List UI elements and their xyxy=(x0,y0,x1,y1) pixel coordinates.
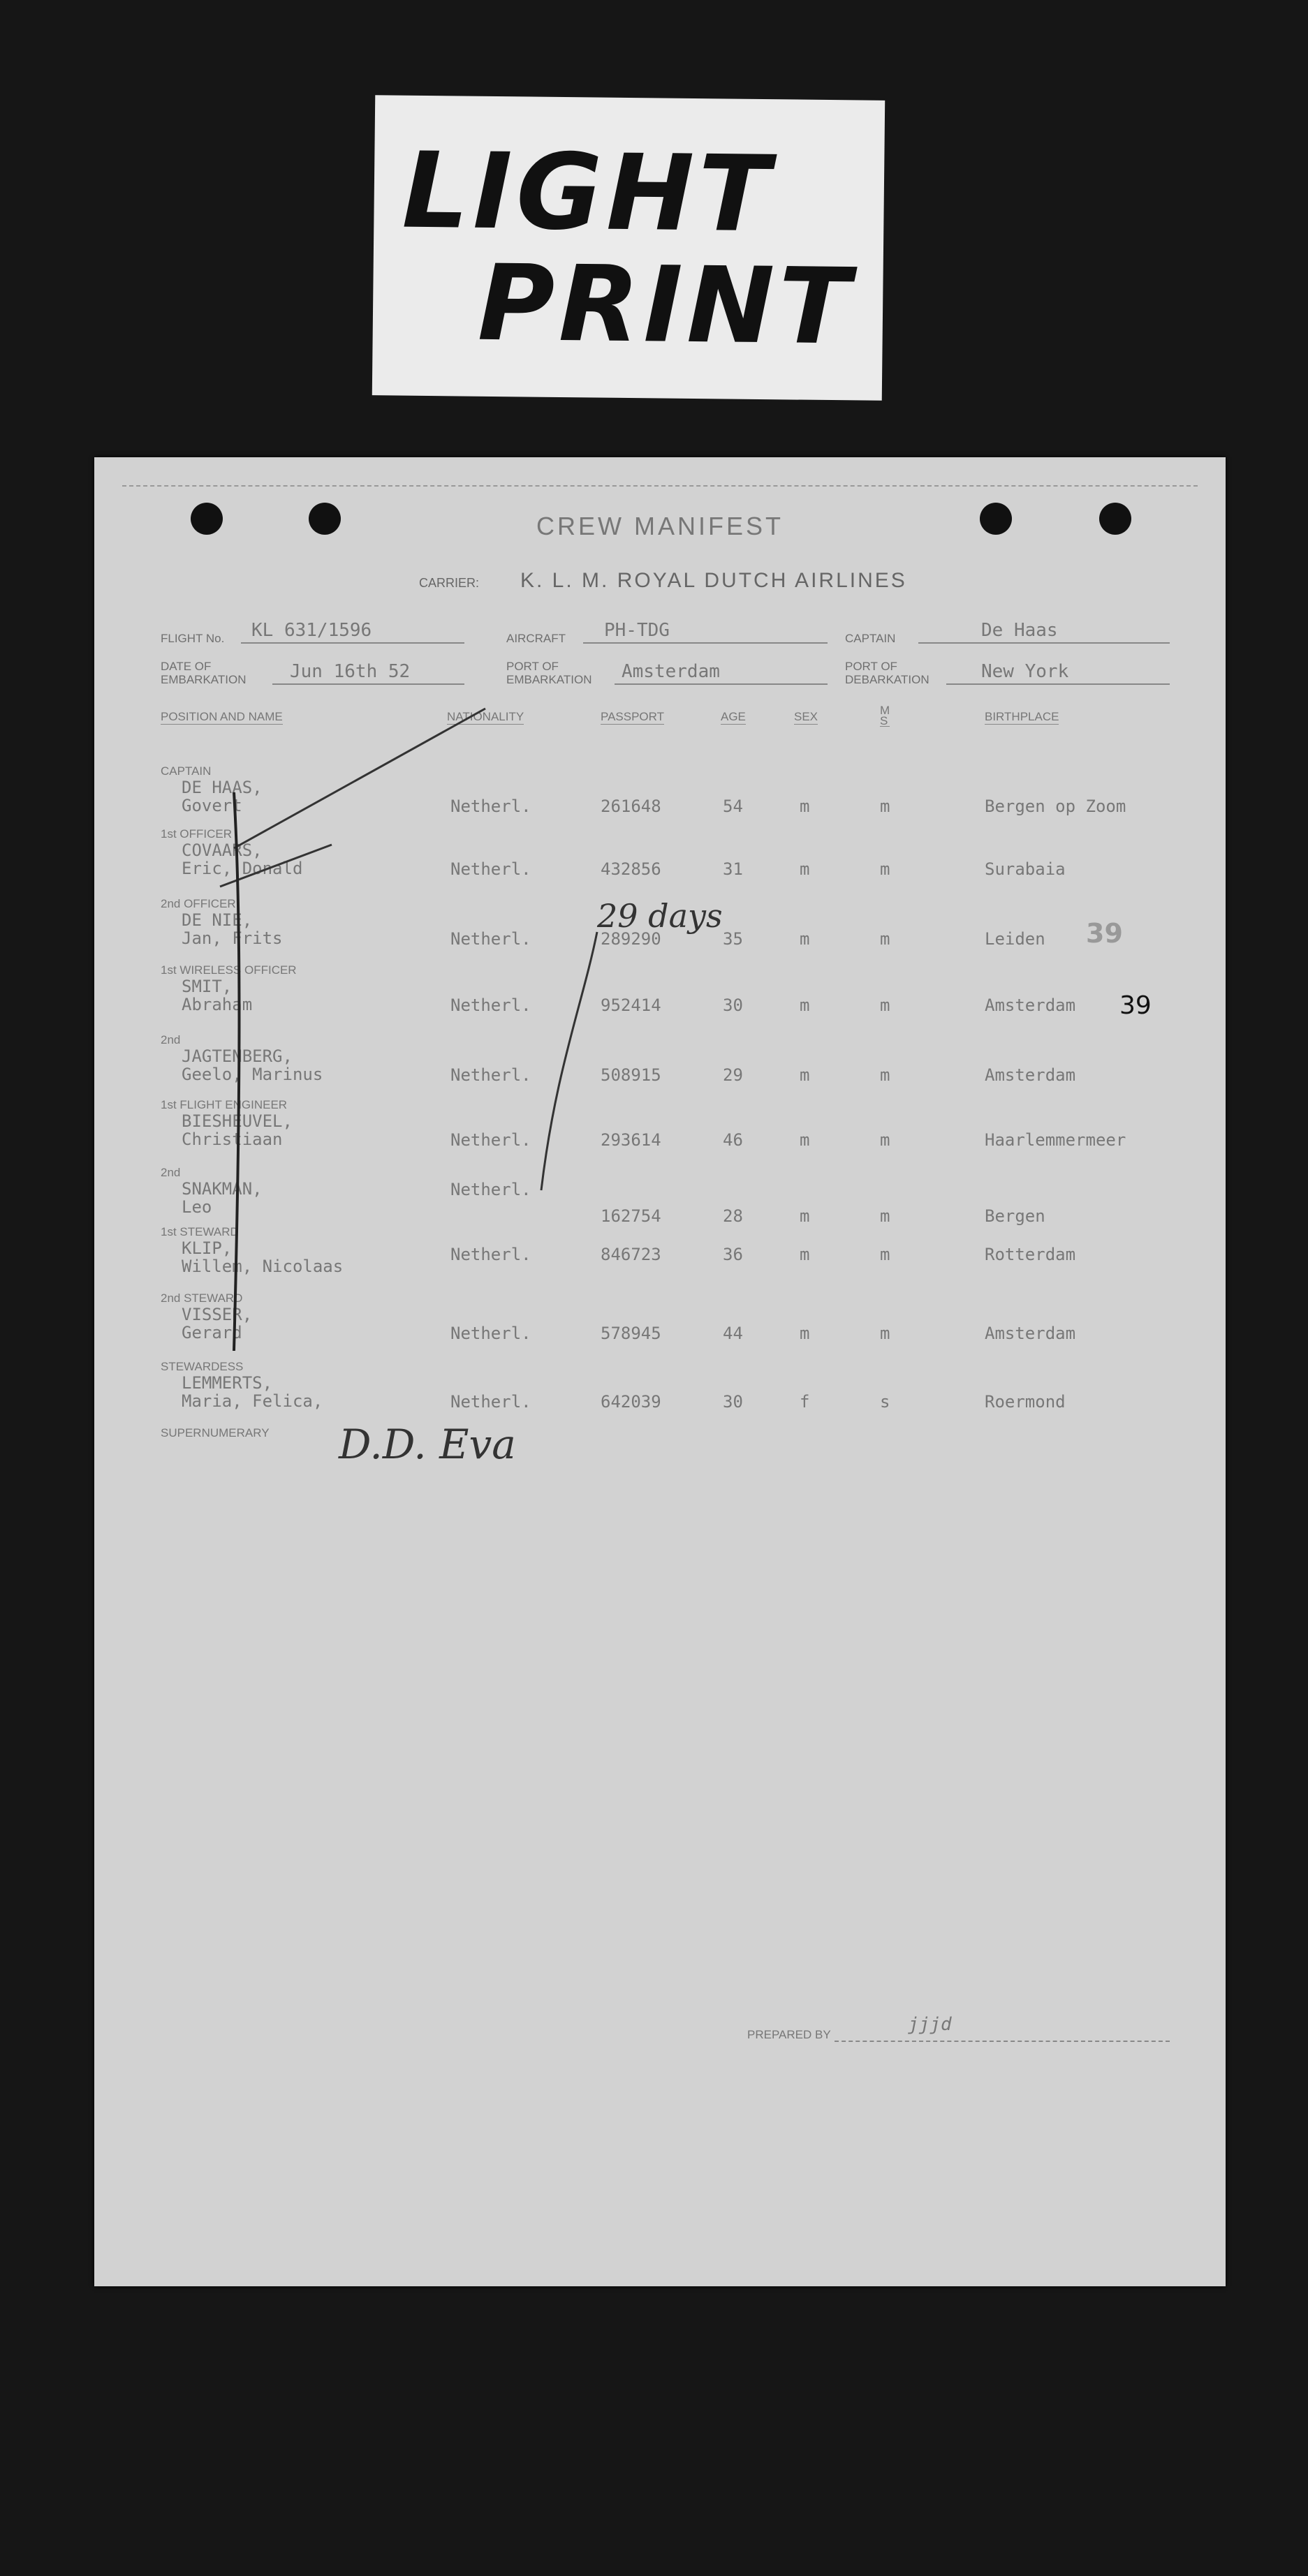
crew-position: 1st FLIGHT ENGINEER xyxy=(161,1098,288,1111)
crew-position: 2nd STEWARD xyxy=(161,1291,243,1305)
flight-value: KL 631/1596 xyxy=(251,620,372,641)
crew-age: 44 xyxy=(723,1324,743,1343)
document-title: CREW MANIFEST xyxy=(536,512,784,540)
crew-birthplace: Leiden xyxy=(985,929,1045,949)
crew-passport: 642039 xyxy=(601,1392,661,1412)
crew-nationality: Netherl. xyxy=(450,859,531,879)
crew-sex: m xyxy=(800,995,810,1015)
crew-name: DE NIE, Jan, Frits xyxy=(182,910,283,948)
crew-marital-status: m xyxy=(880,995,890,1015)
crew-birthplace: Rotterdam xyxy=(985,1245,1076,1264)
crew-position: 1st STEWARD xyxy=(161,1225,239,1238)
crew-position: 2nd xyxy=(161,1033,181,1046)
prepared-by-label: PREPARED BY xyxy=(747,2028,831,2041)
crew-marital-status: m xyxy=(880,1324,890,1343)
crew-marital-status: m xyxy=(880,1245,890,1264)
captain-value: De Haas xyxy=(981,620,1058,641)
signature: D.D. Eva xyxy=(339,1421,516,1468)
crew-name: LEMMERTS, Maria, Felica, xyxy=(182,1373,323,1411)
crew-name: KLIP, Willem, Nicolaas xyxy=(182,1238,344,1276)
crew-marital-status: m xyxy=(880,929,890,949)
port-deb-label: PORT OF DEBARKATION xyxy=(845,660,929,686)
captain-label: CAPTAIN xyxy=(845,632,896,645)
col-sex: SEX xyxy=(794,710,818,723)
crew-age: 28 xyxy=(723,1206,743,1226)
crew-age: 29 xyxy=(723,1065,743,1085)
crew-passport: 508915 xyxy=(601,1065,661,1085)
crew-sex: m xyxy=(800,1206,810,1226)
crew-name: SNAKMAN, Leo xyxy=(182,1179,263,1217)
handwritten-note: 29 days xyxy=(597,897,723,935)
crew-nationality: Netherl. xyxy=(450,1245,531,1264)
crew-nationality: Netherl. xyxy=(450,995,531,1015)
page-stamp-number: 39 xyxy=(1119,991,1152,1020)
crew-birthplace: Haarlemmermeer xyxy=(985,1130,1126,1150)
crew-marital-status: m xyxy=(880,797,890,816)
crew-birthplace: Roermond xyxy=(985,1392,1066,1412)
col-position: POSITION AND NAME xyxy=(161,710,283,723)
crew-name: JAGTENBERG, Geelo, Marinus xyxy=(182,1046,323,1084)
aircraft-value: PH-TDG xyxy=(604,620,670,641)
crew-sex: m xyxy=(800,1324,810,1343)
port-emb-value: Amsterdam xyxy=(622,661,720,682)
crew-passport: 952414 xyxy=(601,995,661,1015)
crew-sex: m xyxy=(800,859,810,879)
crew-nationality: Netherl. xyxy=(450,1130,531,1150)
crew-nationality: Netherl. xyxy=(450,929,531,949)
crew-nationality: Netherl. xyxy=(450,1392,531,1412)
crew-passport: 293614 xyxy=(601,1130,661,1150)
carrier-value: K. L. M. ROYAL DUTCH AIRLINES xyxy=(520,569,907,592)
crew-marital-status: m xyxy=(880,859,890,879)
carrier-label: CARRIER: xyxy=(419,576,480,590)
crew-position: STEWARDESS xyxy=(161,1360,244,1373)
crew-name: COVAARS, Eric, Donald xyxy=(182,841,303,878)
crew-sex: m xyxy=(800,1065,810,1085)
light-print-card xyxy=(372,95,885,401)
crew-nationality: Netherl. xyxy=(450,1324,531,1343)
port-deb-value: New York xyxy=(981,661,1069,682)
margin-line xyxy=(234,792,240,1351)
crew-passport: 432856 xyxy=(601,859,661,879)
col-passport: PASSPORT xyxy=(601,710,665,723)
crew-birthplace: Amsterdam xyxy=(985,1324,1076,1343)
col-age: AGE xyxy=(721,710,746,723)
aircraft-label: AIRCRAFT xyxy=(506,632,566,645)
crew-name: VISSER, Gerard xyxy=(182,1305,253,1342)
crew-birthplace: Surabaia xyxy=(985,859,1066,879)
crew-birthplace: Bergen op Zoom xyxy=(985,797,1126,816)
crew-name: DE HAAS, Govert xyxy=(182,778,263,815)
crew-age: 54 xyxy=(723,797,743,816)
crew-sex: m xyxy=(800,1130,810,1150)
crew-sex: m xyxy=(800,1245,810,1264)
crew-marital-status: m xyxy=(880,1206,890,1226)
crew-position: 2nd xyxy=(161,1166,181,1179)
crew-age: 30 xyxy=(723,995,743,1015)
crew-manifest-document xyxy=(94,457,1226,2286)
prepared-by-value: jjjd xyxy=(908,2014,952,2035)
crew-passport: 846723 xyxy=(601,1245,661,1264)
crew-nationality: Netherl. xyxy=(450,797,531,816)
crew-marital-status: m xyxy=(880,1130,890,1150)
crew-passport: 162754 xyxy=(601,1206,661,1226)
prepared-by-rule xyxy=(835,2041,1170,2042)
crew-birthplace: Amsterdam xyxy=(985,1065,1076,1085)
bracket-line xyxy=(541,932,597,1190)
label-line-1: LIGHT xyxy=(401,130,775,256)
crew-position: 1st WIRELESS OFFICER xyxy=(161,963,297,977)
crew-age: 36 xyxy=(723,1245,743,1264)
crew-birthplace: Amsterdam xyxy=(985,995,1076,1015)
crew-age: 35 xyxy=(723,929,743,949)
strike-stroke xyxy=(220,709,485,887)
crew-sex: m xyxy=(800,797,810,816)
crew-marital-status: m xyxy=(880,1065,890,1085)
crew-sex: m xyxy=(800,929,810,949)
crew-passport: 261648 xyxy=(601,797,661,816)
crew-position: CAPTAIN xyxy=(161,764,212,778)
crew-age: 46 xyxy=(723,1130,743,1150)
supernumerary-label: SUPERNUMERARY xyxy=(161,1426,270,1439)
crew-nationality: Netherl. xyxy=(450,1065,531,1085)
pen-strokes xyxy=(94,457,1226,2286)
faint-stamp-number: 39 xyxy=(1086,918,1123,949)
col-birthplace: BIRTHPLACE xyxy=(985,710,1059,723)
crew-age: 30 xyxy=(723,1392,743,1412)
col-nationality: NATIONALITY xyxy=(447,710,524,723)
label-line-2: PRINT xyxy=(477,242,855,369)
date-label: DATE OF EMBARKATION xyxy=(161,660,247,686)
crew-name: SMIT, Abraham xyxy=(182,977,253,1014)
crew-sex: f xyxy=(800,1392,810,1412)
crew-birthplace: Bergen xyxy=(985,1206,1045,1226)
crew-passport: 578945 xyxy=(601,1324,661,1343)
port-emb-label: PORT OF EMBARKATION xyxy=(506,660,592,686)
date-value: Jun 16th 52 xyxy=(290,661,411,682)
crew-position: 1st OFFICER xyxy=(161,827,233,841)
crew-nationality: Netherl. xyxy=(450,1180,531,1199)
crew-passport: 289290 xyxy=(601,929,661,949)
crew-age: 31 xyxy=(723,859,743,879)
col-marital-status: M S xyxy=(880,704,890,727)
crew-position: 2nd OFFICER xyxy=(161,897,236,910)
flight-label: FLIGHT No. xyxy=(161,632,225,645)
crew-name: BIESHEUVEL, Christiaan xyxy=(182,1111,293,1149)
crew-marital-status: s xyxy=(880,1392,890,1412)
